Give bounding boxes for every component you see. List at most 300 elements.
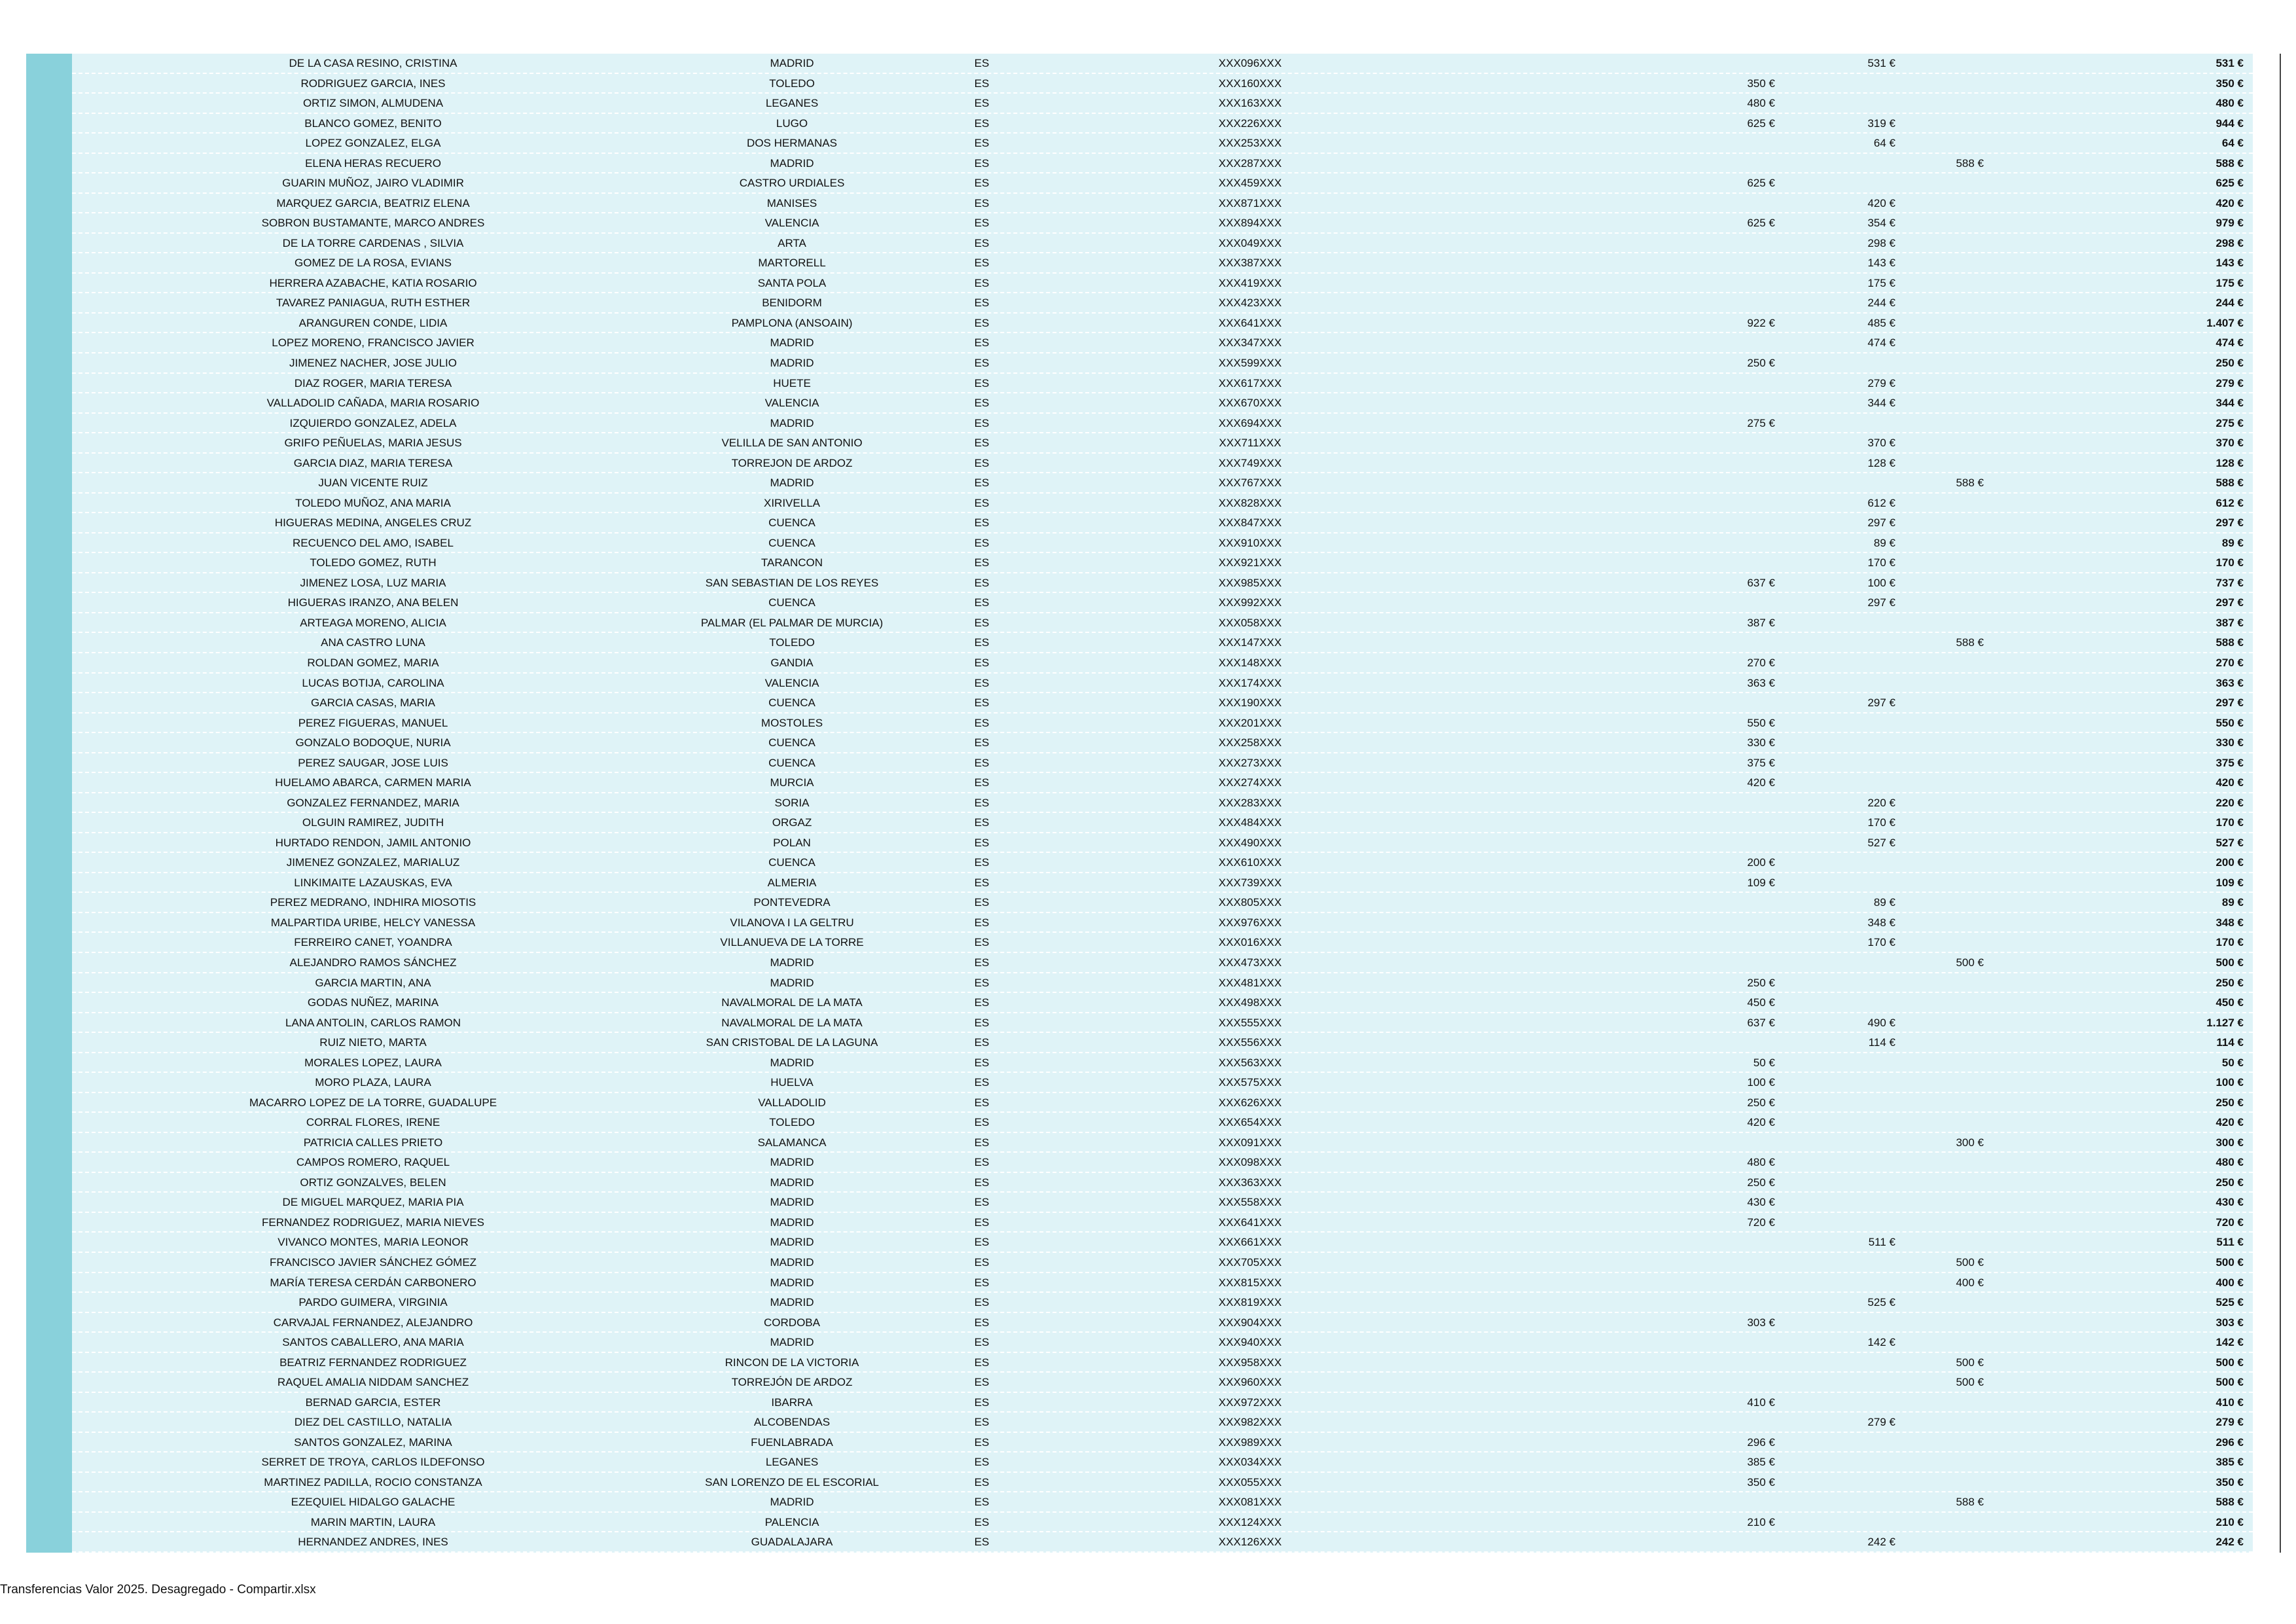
- amount-col-b: 527 €: [1867, 836, 1895, 849]
- table-row: [72, 1413, 2253, 1433]
- amount-total: 279 €: [2215, 1416, 2244, 1429]
- amount-col-a: 250 €: [1747, 357, 1775, 369]
- amount-total: 220 €: [2215, 796, 2244, 809]
- city: SAN LORENZO DE EL ESCORIAL: [705, 1475, 879, 1489]
- country-code: ES: [974, 1016, 990, 1029]
- amount-col-a: 410 €: [1747, 1396, 1775, 1409]
- amount-col-c: 588 €: [1956, 1496, 1984, 1509]
- recipient-name: RODRIGUEZ GARCIA, INES: [300, 77, 446, 90]
- amount-total: 170 €: [2215, 556, 2244, 569]
- recipient-name: FERREIRO CANET, YOANDRA: [294, 936, 452, 949]
- amount-total: 250 €: [2215, 976, 2244, 989]
- amount-total: 175 €: [2215, 276, 2244, 289]
- recipient-name: EZEQUIEL HIDALGO GALACHE: [291, 1496, 456, 1509]
- recipient-name: HERNANDEZ ANDRES, INES: [298, 1536, 448, 1549]
- country-code: ES: [974, 257, 990, 270]
- recipient-id: XXX283XXX: [1218, 796, 1282, 809]
- amount-col-b: 89 €: [1873, 536, 1895, 549]
- country-code: ES: [974, 357, 990, 369]
- recipient-name: ROLDAN GOMEZ, MARIA: [307, 657, 439, 669]
- table-row: [72, 1333, 2253, 1353]
- recipient-id: XXX201XXX: [1218, 716, 1282, 729]
- amount-col-a: 625 €: [1747, 117, 1775, 130]
- recipient-name: ARANGUREN CONDE, LIDIA: [298, 316, 448, 329]
- city: IBARRA: [771, 1396, 813, 1409]
- country-code: ES: [974, 776, 990, 789]
- amount-col-b: 143 €: [1867, 257, 1895, 270]
- country-code: ES: [974, 437, 990, 450]
- country-code: ES: [974, 896, 990, 909]
- data-rows: [72, 54, 2253, 1553]
- amount-total: 250 €: [2215, 1176, 2244, 1189]
- country-code: ES: [974, 196, 990, 209]
- table-row: [72, 1453, 2253, 1473]
- country-code: ES: [974, 696, 990, 710]
- country-code: ES: [974, 1076, 990, 1089]
- recipient-id: XXX982XXX: [1218, 1416, 1282, 1429]
- recipient-id: XXX711XXX: [1219, 437, 1282, 450]
- country-code: ES: [974, 97, 990, 110]
- recipient-name: MARIN MARTIN, LAURA: [310, 1515, 436, 1528]
- country-code: ES: [974, 137, 990, 150]
- table-row: [72, 1013, 2253, 1034]
- recipient-name: LANA ANTOLIN, CARLOS RAMON: [285, 1016, 461, 1029]
- amount-col-a: 385 €: [1747, 1456, 1775, 1469]
- amount-total: 500 €: [2215, 956, 2244, 969]
- amount-col-b: 142 €: [1867, 1336, 1895, 1349]
- city: MADRID: [770, 1216, 814, 1229]
- country-code: ES: [974, 1256, 990, 1269]
- city: SORIA: [774, 796, 810, 809]
- recipient-id: XXX556XXX: [1218, 1036, 1282, 1049]
- amount-total: 330 €: [2215, 736, 2244, 749]
- recipient-name: DIEZ DEL CASTILLO, NATALIA: [294, 1416, 452, 1429]
- recipient-name: HUELAMO ABARCA, CARMEN MARIA: [275, 776, 471, 789]
- amount-total: 300 €: [2215, 1136, 2244, 1149]
- amount-col-c: 588 €: [1956, 477, 1984, 490]
- recipient-id: XXX815XXX: [1218, 1276, 1282, 1289]
- table-row: [72, 1313, 2253, 1333]
- amount-total: 500 €: [2215, 1356, 2244, 1369]
- recipient-name: ELENA HERAS RECUERO: [305, 156, 441, 170]
- amount-total: 588 €: [2215, 477, 2244, 490]
- city: LUGO: [776, 117, 808, 130]
- city: CORDOBA: [764, 1316, 820, 1329]
- city: CUENCA: [768, 536, 816, 549]
- table-row: [72, 893, 2253, 913]
- recipient-name: CARVAJAL FERNANDEZ, ALEJANDRO: [273, 1316, 473, 1329]
- country-code: ES: [974, 1456, 990, 1469]
- city: MADRID: [770, 336, 814, 350]
- recipient-id: XXX563XXX: [1218, 1056, 1282, 1069]
- city: SAN SEBASTIAN DE LOS REYES: [705, 576, 879, 589]
- recipient-id: XXX484XXX: [1218, 816, 1282, 829]
- recipient-name: MARQUEZ GARCIA, BEATRIZ ELENA: [276, 196, 470, 209]
- amount-total: 200 €: [2215, 856, 2244, 869]
- amount-total: 296 €: [2215, 1435, 2244, 1449]
- recipient-name: GODAS NUÑEZ, MARINA: [307, 996, 439, 1009]
- amount-total: 480 €: [2215, 97, 2244, 110]
- recipient-name: HIGUERAS MEDINA, ANGELES CRUZ: [274, 516, 472, 530]
- amount-col-a: 100 €: [1747, 1076, 1775, 1089]
- city: POLAN: [773, 836, 811, 849]
- recipient-name: PARDO GUIMERA, VIRGINIA: [298, 1296, 448, 1309]
- city: VALENCIA: [764, 397, 819, 410]
- recipient-id: XXX910XXX: [1218, 536, 1282, 549]
- recipient-name: GONZALEZ FERNANDEZ, MARIA: [287, 796, 459, 809]
- amount-total: 270 €: [2215, 657, 2244, 669]
- recipient-name: TAVAREZ PANIAGUA, RUTH ESTHER: [276, 297, 471, 310]
- recipient-id: XXX626XXX: [1218, 1096, 1282, 1109]
- recipient-name: FERNANDEZ RODRIGUEZ, MARIA NIEVES: [261, 1216, 485, 1229]
- table-row: [72, 1293, 2253, 1313]
- table-row: [72, 194, 2253, 214]
- country-code: ES: [974, 576, 990, 589]
- city: HUETE: [773, 376, 811, 389]
- table-row: [72, 74, 2253, 94]
- amount-col-b: 319 €: [1867, 117, 1895, 130]
- table-row: [72, 1433, 2253, 1453]
- table-row: [72, 1532, 2253, 1553]
- recipient-id: XXX989XXX: [1218, 1435, 1282, 1449]
- city: PONTEVEDRA: [753, 896, 831, 909]
- city: MOSTOLES: [761, 716, 823, 729]
- recipient-id: XXX096XXX: [1218, 57, 1282, 69]
- amount-total: 297 €: [2215, 696, 2244, 710]
- country-code: ES: [974, 796, 990, 809]
- country-code: ES: [974, 1336, 990, 1349]
- amount-total: 944 €: [2215, 117, 2244, 130]
- table-row: [72, 593, 2253, 613]
- country-code: ES: [974, 536, 990, 549]
- country-code: ES: [974, 1296, 990, 1309]
- amount-col-a: 637 €: [1747, 1016, 1775, 1029]
- table-row: [72, 753, 2253, 774]
- country-code: ES: [974, 416, 990, 429]
- country-code: ES: [974, 177, 990, 190]
- amount-total: 420 €: [2215, 1116, 2244, 1129]
- recipient-name: GARCIA CASAS, MARIA: [311, 696, 435, 710]
- recipient-id: XXX148XXX: [1218, 657, 1282, 669]
- country-code: ES: [974, 1475, 990, 1489]
- recipient-id: XXX473XXX: [1218, 956, 1282, 969]
- amount-col-a: 480 €: [1747, 1156, 1775, 1169]
- amount-col-a: 420 €: [1747, 1116, 1775, 1129]
- amount-total: 511 €: [2216, 1236, 2244, 1249]
- city: TOLEDO: [769, 1116, 815, 1129]
- city: VILANOVA I LA GELTRU: [730, 916, 854, 929]
- city: VALENCIA: [764, 217, 819, 230]
- amount-total: 297 €: [2215, 516, 2244, 530]
- table-row: [72, 1033, 2253, 1053]
- recipient-id: XXX960XXX: [1218, 1376, 1282, 1389]
- table-row: [72, 1393, 2253, 1413]
- amount-total: 400 €: [2215, 1276, 2244, 1289]
- recipient-name: PEREZ FIGUERAS, MANUEL: [298, 716, 448, 729]
- amount-col-a: 109 €: [1747, 876, 1775, 889]
- amount-col-c: 400 €: [1956, 1276, 1984, 1289]
- recipient-name: ORTIZ GONZALVES, BELEN: [300, 1176, 446, 1189]
- city: MADRID: [770, 1336, 814, 1349]
- table-row: [72, 1353, 2253, 1373]
- amount-col-b: 100 €: [1867, 576, 1895, 589]
- table-row: [72, 613, 2253, 634]
- city: MADRID: [770, 477, 814, 490]
- amount-total: 142 €: [2215, 1336, 2244, 1349]
- table-row: [72, 414, 2253, 434]
- city: MADRID: [770, 956, 814, 969]
- amount-total: 170 €: [2215, 816, 2244, 829]
- recipient-name: JUAN VICENTE RUIZ: [318, 477, 428, 490]
- amount-total: 279 €: [2215, 376, 2244, 389]
- amount-total: 143 €: [2215, 257, 2244, 270]
- amount-total: 89 €: [2221, 536, 2244, 549]
- recipient-id: XXX958XXX: [1218, 1356, 1282, 1369]
- country-code: ES: [974, 1176, 990, 1189]
- recipient-name: MALPARTIDA URIBE, HELCY VANESSA: [270, 916, 476, 929]
- table-row: [72, 1273, 2253, 1293]
- recipient-id: XXX705XXX: [1218, 1256, 1282, 1269]
- country-code: ES: [974, 1356, 990, 1369]
- table-row: [72, 1193, 2253, 1213]
- recipient-name: CORRAL FLORES, IRENE: [306, 1116, 440, 1129]
- country-code: ES: [974, 1116, 990, 1129]
- table-row: [72, 473, 2253, 494]
- amount-col-a: 480 €: [1747, 97, 1775, 110]
- table-row: [72, 773, 2253, 793]
- city: CUENCA: [768, 756, 816, 769]
- recipient-id: XXX847XXX: [1218, 516, 1282, 530]
- amount-col-a: 50 €: [1753, 1056, 1775, 1069]
- table-row: [72, 1133, 2253, 1153]
- recipient-id: XXX126XXX: [1218, 1536, 1282, 1549]
- accent-column-bar: [26, 54, 72, 1553]
- amount-total: 109 €: [2215, 876, 2244, 889]
- amount-col-a: 330 €: [1747, 736, 1775, 749]
- table-row: [72, 1153, 2253, 1173]
- city: ALMERIA: [767, 876, 817, 889]
- table-row: [72, 293, 2253, 314]
- table-row: [72, 713, 2253, 734]
- amount-total: 588 €: [2215, 636, 2244, 649]
- city: NAVALMORAL DE LA MATA: [721, 996, 863, 1009]
- amount-col-b: 279 €: [1867, 1416, 1895, 1429]
- amount-total: 480 €: [2215, 1156, 2244, 1169]
- table-row: [72, 374, 2253, 394]
- recipient-id: XXX641XXX: [1218, 316, 1282, 329]
- city: MADRID: [770, 1196, 814, 1209]
- recipient-id: XXX258XXX: [1218, 736, 1282, 749]
- city: BENIDORM: [762, 297, 822, 310]
- amount-total: 410 €: [2215, 1396, 2244, 1409]
- recipient-id: XXX641XXX: [1218, 1216, 1282, 1229]
- amount-col-b: 344 €: [1867, 397, 1895, 410]
- country-code: ES: [974, 117, 990, 130]
- amount-col-a: 350 €: [1747, 1475, 1775, 1489]
- recipient-id: XXX081XXX: [1218, 1496, 1282, 1509]
- amount-total: 64 €: [2221, 137, 2244, 150]
- city: SALAMANCA: [757, 1136, 827, 1149]
- table-row: [72, 94, 2253, 114]
- amount-total: 350 €: [2215, 77, 2244, 90]
- amount-col-a: 250 €: [1747, 976, 1775, 989]
- amount-total: 420 €: [2215, 776, 2244, 789]
- recipient-id: XXX871XXX: [1218, 196, 1282, 209]
- recipient-id: XXX190XXX: [1218, 696, 1282, 710]
- amount-col-c: 500 €: [1956, 1256, 1984, 1269]
- recipient-id: XXX253XXX: [1218, 137, 1282, 150]
- amount-col-b: 370 €: [1867, 437, 1895, 450]
- recipient-name: ORTIZ SIMON, ALMUDENA: [302, 97, 444, 110]
- recipient-name: HIGUERAS IRANZO, ANA BELEN: [287, 596, 459, 609]
- amount-total: 385 €: [2215, 1456, 2244, 1469]
- amount-col-b: 474 €: [1867, 336, 1895, 350]
- city: TOLEDO: [769, 77, 815, 90]
- amount-total: 527 €: [2215, 836, 2244, 849]
- amount-col-a: 922 €: [1747, 316, 1775, 329]
- amount-col-b: 354 €: [1867, 217, 1895, 230]
- amount-total: 344 €: [2215, 397, 2244, 410]
- country-code: ES: [974, 1536, 990, 1549]
- amount-col-b: 297 €: [1867, 696, 1895, 710]
- table-row: [72, 853, 2253, 873]
- recipient-name: LOPEZ MORENO, FRANCISCO JAVIER: [272, 336, 475, 350]
- recipient-name: VALLADOLID CAÑADA, MARIA ROSARIO: [266, 397, 480, 410]
- table-row: [72, 1233, 2253, 1253]
- country-code: ES: [974, 276, 990, 289]
- country-code: ES: [974, 217, 990, 230]
- country-code: ES: [974, 956, 990, 969]
- amount-total: 250 €: [2215, 1096, 2244, 1109]
- country-code: ES: [974, 856, 990, 869]
- amount-col-a: 450 €: [1747, 996, 1775, 1009]
- recipient-name: JIMENEZ GONZALEZ, MARIALUZ: [286, 856, 460, 869]
- table-row: [72, 674, 2253, 694]
- country-code: ES: [974, 636, 990, 649]
- amount-col-c: 588 €: [1956, 636, 1984, 649]
- recipient-name: SANTOS CABALLERO, ANA MARIA: [282, 1336, 464, 1349]
- recipient-name: TOLEDO MUÑOZ, ANA MARIA: [295, 496, 451, 509]
- recipient-name: LUCAS BOTIJA, CAROLINA: [302, 676, 444, 689]
- amount-col-a: 550 €: [1747, 716, 1775, 729]
- country-code: ES: [974, 1376, 990, 1389]
- recipient-id: XXX387XXX: [1218, 257, 1282, 270]
- table-row: [72, 1373, 2253, 1393]
- recipient-id: XXX055XXX: [1218, 1475, 1282, 1489]
- recipient-id: XXX147XXX: [1218, 636, 1282, 649]
- recipient-name: JIMENEZ LOSA, LUZ MARIA: [300, 576, 446, 589]
- table-row: [72, 1492, 2253, 1513]
- table-row: [72, 573, 2253, 594]
- amount-col-b: 485 €: [1867, 316, 1895, 329]
- country-code: ES: [974, 57, 990, 69]
- table-row: [72, 173, 2253, 194]
- recipient-id: XXX976XXX: [1218, 916, 1282, 929]
- recipient-name: DE LA TORRE CARDENAS , SILVIA: [282, 236, 464, 249]
- table-row: [72, 533, 2253, 554]
- country-code: ES: [974, 397, 990, 410]
- recipient-id: XXX558XXX: [1218, 1196, 1282, 1209]
- amount-total: 242 €: [2215, 1536, 2244, 1549]
- amount-total: 50 €: [2221, 1056, 2244, 1069]
- amount-col-a: 350 €: [1747, 77, 1775, 90]
- recipient-id: XXX498XXX: [1218, 996, 1282, 1009]
- city: VELILLA DE SAN ANTONIO: [721, 437, 863, 450]
- recipient-name: MARÍA TERESA CERDÁN CARBONERO: [270, 1276, 476, 1289]
- amount-col-a: 296 €: [1747, 1435, 1775, 1449]
- table-row: [72, 933, 2253, 953]
- country-code: ES: [974, 1515, 990, 1528]
- recipient-id: XXX805XXX: [1218, 896, 1282, 909]
- city: MADRID: [770, 1256, 814, 1269]
- country-code: ES: [974, 477, 990, 490]
- city: SAN CRISTOBAL DE LA LAGUNA: [706, 1036, 878, 1049]
- amount-total: 588 €: [2215, 1496, 2244, 1509]
- recipient-id: XXX034XXX: [1218, 1456, 1282, 1469]
- recipient-name: TOLEDO GOMEZ, RUTH: [310, 556, 437, 569]
- city: MADRID: [770, 1296, 814, 1309]
- table-row: [72, 353, 2253, 374]
- city: CASTRO URDIALES: [739, 177, 845, 190]
- city: MANISES: [766, 196, 817, 209]
- recipient-name: GONZALO BODOQUE, NURIA: [295, 736, 451, 749]
- amount-total: 1.127 €: [2206, 1016, 2244, 1029]
- amount-total: 370 €: [2215, 437, 2244, 450]
- country-code: ES: [974, 297, 990, 310]
- city: MADRID: [770, 416, 814, 429]
- country-code: ES: [974, 916, 990, 929]
- recipient-name: GUARIN MUÑOZ, JAIRO VLADIMIR: [282, 177, 464, 190]
- recipient-id: XXX992XXX: [1218, 596, 1282, 609]
- amount-total: 430 €: [2215, 1196, 2244, 1209]
- city: HUELVA: [770, 1076, 814, 1089]
- amount-col-b: 175 €: [1867, 276, 1895, 289]
- country-code: ES: [974, 1276, 990, 1289]
- amount-col-a: 210 €: [1747, 1515, 1775, 1528]
- recipient-id: XXX767XXX: [1218, 477, 1282, 490]
- country-code: ES: [974, 1396, 990, 1409]
- recipient-id: XXX226XXX: [1218, 117, 1282, 130]
- country-code: ES: [974, 516, 990, 530]
- city: DOS HERMANAS: [747, 137, 837, 150]
- country-code: ES: [974, 1156, 990, 1169]
- amount-total: 420 €: [2215, 196, 2244, 209]
- recipient-name: SANTOS GONZALEZ, MARINA: [294, 1435, 452, 1449]
- city: MADRID: [770, 1236, 814, 1249]
- amount-col-a: 275 €: [1747, 416, 1775, 429]
- recipient-id: XXX749XXX: [1218, 456, 1282, 469]
- amount-col-b: 490 €: [1867, 1016, 1895, 1029]
- recipient-id: XXX617XXX: [1218, 376, 1282, 389]
- city: CUENCA: [768, 596, 816, 609]
- city: ALCOBENDAS: [753, 1416, 831, 1429]
- amount-total: 250 €: [2215, 357, 2244, 369]
- spreadsheet-page: [26, 54, 2253, 1553]
- amount-total: 625 €: [2215, 177, 2244, 190]
- country-code: ES: [974, 376, 990, 389]
- country-code: ES: [974, 816, 990, 829]
- recipient-name: BLANCO GOMEZ, BENITO: [304, 117, 442, 130]
- amount-col-b: 128 €: [1867, 456, 1895, 469]
- table-row: [72, 333, 2253, 353]
- recipient-id: XXX894XXX: [1218, 217, 1282, 230]
- amount-total: 210 €: [2215, 1515, 2244, 1528]
- amount-col-b: 297 €: [1867, 596, 1895, 609]
- country-code: ES: [974, 1196, 990, 1209]
- recipient-id: XXX091XXX: [1218, 1136, 1282, 1149]
- country-code: ES: [974, 236, 990, 249]
- table-row: [72, 1473, 2253, 1493]
